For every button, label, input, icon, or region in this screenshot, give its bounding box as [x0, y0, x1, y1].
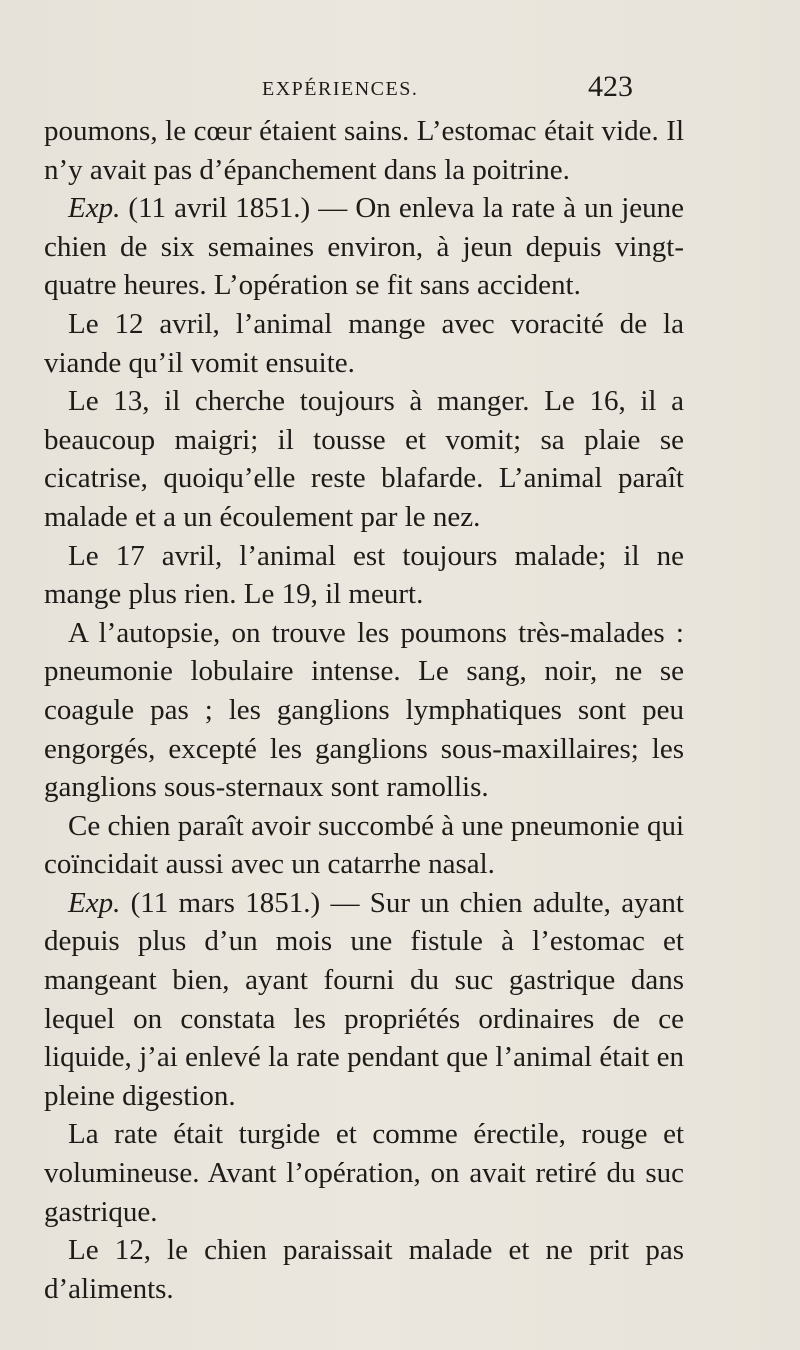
paragraph: [44, 884, 684, 1116]
body-text: [44, 112, 684, 1308]
experiment-label: Exp.: [68, 886, 121, 919]
paragraph: [44, 189, 684, 305]
paragraph: [44, 1231, 684, 1308]
paragraph-text: Le 17 avril, l’animal est toujours malade; il ne mange plus rien. Le 19, il meurt.: [44, 539, 684, 611]
paragraph: [44, 305, 684, 382]
paragraph-text: Le 13, il cherche toujours à manger. Le 16, il a beaucoup maigri; il tousse et vomit; sa plaie se cicatrise, quoiqu’elle reste blafarde. L’animal paraît malade et a un écoulement par le nez.: [44, 385, 684, 533]
paragraph: [44, 382, 684, 536]
paragraph: [44, 537, 684, 614]
paragraph-text: (11 avril 1851.) — On enleva la rate à un jeune chien de six semaines environ, à jeun depuis vingt-quatre heures. L’opération se fit sans accident.: [44, 192, 684, 302]
paragraph-text: (11 mars 1851.) — Sur un chien adulte, ayant depuis plus d’un mois une fistule à l’estomac et mangeant bien, ayant fourni du suc gastrique dans lequel on constata les propriétés ordinaires de ce liquide, j’ai enlevé la rate pendant que l’animal était en pleine digestion.: [44, 886, 684, 1112]
running-title: EXPÉRIENCES.: [262, 78, 419, 100]
paragraph-text: Le 12, le chien paraissait malade et ne prit pas d’aliments.: [44, 1234, 684, 1305]
paragraph: [44, 614, 684, 807]
page-number: 423: [588, 70, 633, 103]
paragraph: [44, 1115, 684, 1231]
paragraph-text: Ce chien paraît avoir succombé à une pneumonie qui coïncidait aussi avec un catarrhe nasal.: [44, 809, 684, 881]
page-header: [0, 70, 800, 110]
paragraph-text: A l’autopsie, on trouve les poumons très-malades : pneumonie lobulaire intense. Le sang, noir, ne se coagule pas ; les ganglions lymphatiques sont peu engorgés, excepté les ganglions sous-maxillaires; les ganglions sous-sternaux sont ramollis.: [44, 616, 684, 804]
paragraph-text: poumons, le cœur étaient sains. L’estomac était vide. Il n’y avait pas d’épanchement dans la poitrine.: [44, 115, 684, 186]
paragraph: [44, 112, 684, 189]
paragraph-text: Le 12 avril, l’animal mange avec voracité de la viande qu’il vomit ensuite.: [44, 307, 684, 379]
paragraph: [44, 807, 684, 884]
experiment-label: Exp.: [68, 192, 121, 225]
paragraph-text: La rate était turgide et comme érectile, rouge et volumineuse. Avant l’opération, on avait retiré du suc gastrique.: [44, 1118, 684, 1228]
